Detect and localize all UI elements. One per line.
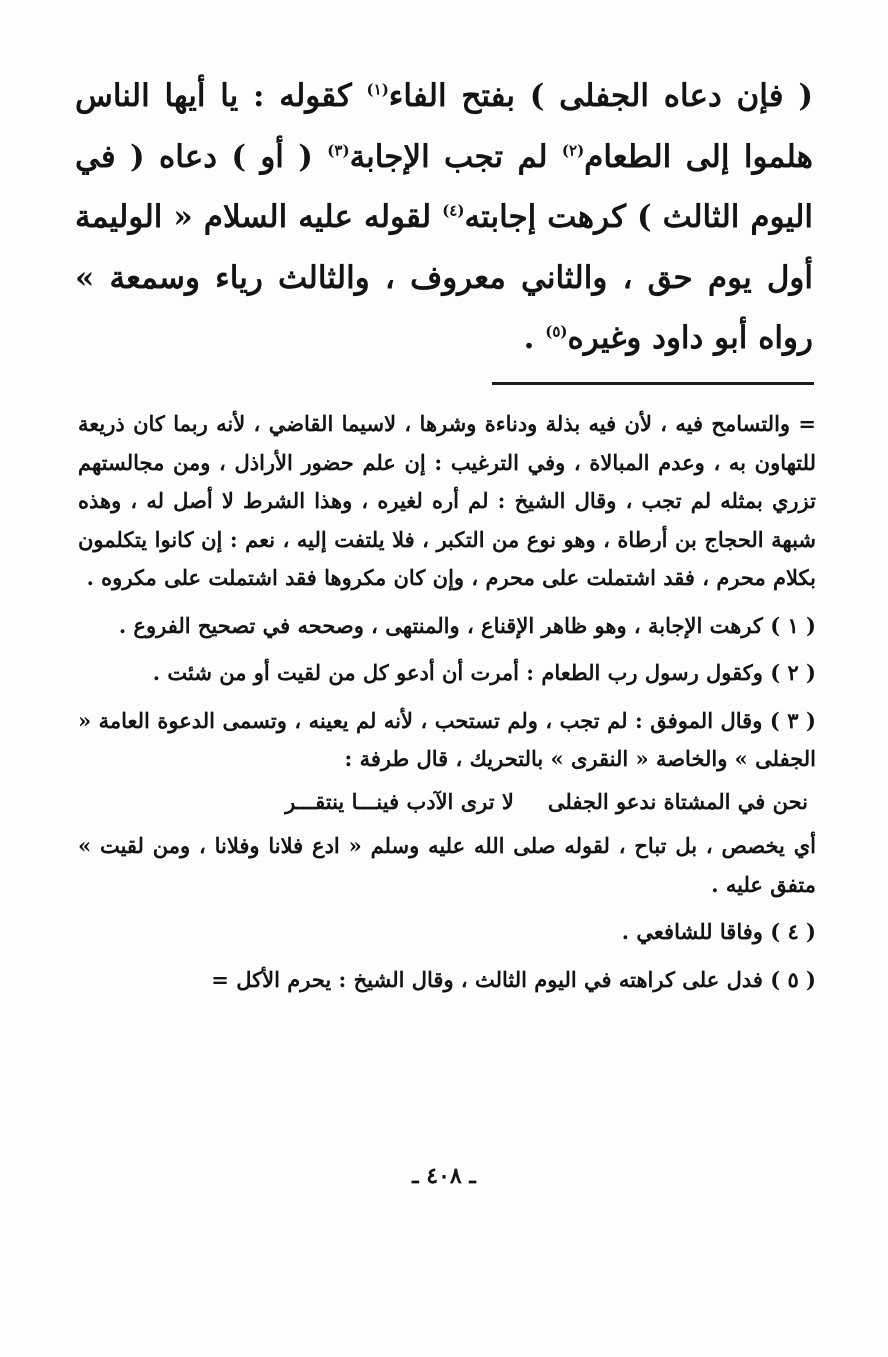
footnote-1: ( ١ ) كرهت الإجابة ، وهو ظاهر الإقناع ، والمنتهى ، وصححه في تصحيح الفروع . <box>118 612 816 638</box>
footnote-2: ( ٢ ) وكقول رسول رب الطعام : أمرت أن أدعو كل من لقيت أو من شئت . <box>152 660 816 685</box>
footnote-marker[interactable]: (٣) <box>327 141 350 160</box>
main-text-segment: لم تجب الإجابة <box>349 138 548 175</box>
footnote-3-continuation: أي يخصص ، بل تباح ، لقوله صلى الله عليه وسلم « ادع فلانا وفلانا ، ومن لقيت » متفق عليه . <box>78 833 816 897</box>
verse-second-hemistich: لا ترى الآدب فينـــا ينتقـــر <box>285 788 514 814</box>
main-text-segment: لقوله عليه السلام « الوليمة أول يوم حق ، والثاني معروف ، والثالث رياء وسمعة » رواه أبو داود وغيره <box>75 199 813 356</box>
poetry-verse <box>78 783 808 822</box>
footnote-5: ( ٥ ) فدل على كراهته في اليوم الثالث ، وقال الشيخ : يحرم الأكل = <box>211 966 816 992</box>
footnote-3: ( ٣ ) وقال الموفق : لم تجب ، ولم تستحب ، لأنه لم يعينه ، وتسمى الدعوة العامة « الجفلى » والخاصة « النقرى » بالتحريك ، قال طرفة : <box>78 707 816 771</box>
footnote-marker[interactable]: (٥) <box>545 322 568 341</box>
main-text <box>75 66 813 369</box>
page-number: ـ ٤٠٨ ـ <box>412 1163 476 1189</box>
footnote-marker[interactable]: (١) <box>366 80 389 99</box>
main-paragraph <box>75 66 813 369</box>
main-text-segment: ( فإن دعاه الجفلى ) بفتح الفاء <box>388 78 813 114</box>
footnote-marker[interactable]: (٤) <box>442 201 465 220</box>
footnote-divider <box>492 382 814 385</box>
main-text-segment: كقوله : يا أيها الناس هلموا إلى الطعام <box>75 78 813 175</box>
footnote-4: ( ٤ ) وفاقا للشافعي . <box>621 919 816 944</box>
verse-first-hemistich: نحن في المشتاة ندعو الجفلى <box>547 788 808 814</box>
main-text-segment: . <box>523 320 546 356</box>
footnotes-section <box>78 405 816 1008</box>
main-text-segment: ( أو ) دعاه ( في اليوم الثالث ) كرهت إجابته <box>75 138 813 235</box>
footnote-continuation: = والتسامح فيه ، لأن فيه بذلة ودناءة وشرها ، لاسيما القاضي ، لأنه ربما كان ذريعة للتهاون به ، وعدم المبالاة ، وفي الترغيب : إن علم حضور الأراذل ، ومن مجالستهم تزري بمثله لم تجب ، وقال الشيخ : لم أره لغيره ، وهذا الشرط لا أصل له ، وهذه شبهة الحجاج بن أرطاة ، وهو نوع من التكبر ، فلا يلتفت إليه ، نعم : إن كانوا يتكلمون بكلام محرم ، فقد اشتملت على محرم ، وإن كان مكروها فقد اشتملت على مكروه . <box>78 411 816 590</box>
footnote-marker[interactable]: (٢) <box>561 141 585 160</box>
